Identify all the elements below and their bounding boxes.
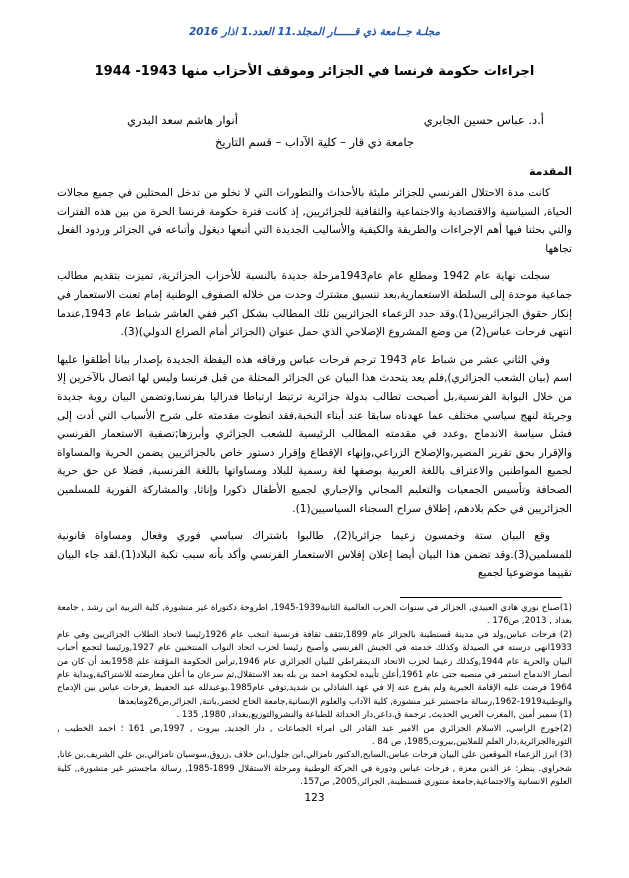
author-primary: أ.د. عباس حسين الجابري bbox=[423, 113, 544, 127]
footnote-3: (1) سمير أمين ,المغرب العربي الحديث, ترجمة ق.داعر,دار الحداثة للطباعة والنشروالتوزيع,بغداد, 1980, 135 . bbox=[176, 710, 572, 721]
paragraph-4: وقع البيان ستة وخمسون زعيما جزائريا(2), طالبوا باشتراك سياسي فوري وفعال ومساواة قانونية للمسلمين(3).وقد تضمن هذا البيان أيضا إعلان إفلاس الاستعمار الفرنسي وأكد بأنه سبب نكبة البلاد(1).لقد جاء البيان تقييما موضوعيا لجميع bbox=[57, 530, 572, 580]
section-heading-introduction: المقدمة bbox=[528, 165, 572, 178]
footnote-4: (2)جورج الراسي, الاسلام الجزائري من الامير عبد القادر الى امراء الجماعات , دار الجديد, بيروت , 1997,ص 161 ؛ احمد الخطيب , الثورةالجزائرية,دار العلم للملايين,بيروت,1985, ص 84 . bbox=[57, 723, 572, 747]
page-number: 123 bbox=[304, 791, 325, 804]
footnote-1: (1)صباح نوري هادي العبيدي, الجزائر في سنوات الحرب العالمية الثانية1939-1945, اطروحة دكتوراة غير منشورة, كلية التربية ابن رشد , جامعة بغداد , 2013, ص176 . bbox=[57, 602, 572, 627]
paragraph-2: سجلت نهاية عام 1942 ومطلع عام عام1943مرحلة جديدة بالنسبة للأحزاب الجزائرية, تميزت بتقديم مطالب جماعية موحدة إلى السلطة الاستعمارية,بعد تنسيق مشترك وحدت من خلاله الصفوف الوطنية إمام تعنت الاستعمار في إنكار حقوق الجزائريين(1).وقد حدد الزعماء الجزائريين تلك المطالب بشكل اكبر ففي العاشر شباط عام 1943,عندما انتهى فرحات عباس(2) من وضع المشروع الإصلاحي الذي حمل عنوان (الجزائر أمام الصراع الدولي)(3). bbox=[57, 270, 573, 339]
journal-header: مجلـة جــامعة ذي قــــــار المجلد.11 العدد.1 اذار 2016 bbox=[188, 26, 441, 38]
article-title: اجراءات حكومة فرنسا في الجزائر وموقف الأحزاب منها 1943- 1944 bbox=[94, 64, 535, 79]
paragraph-3: وفي الثاني عشر من شباط عام 1943 ترجم فرحات عباس ورفاقه هذه اليقظة الجديدة بإصدار بيانا أطلقوا عليها اسم (بيان الشعب الجزائري),فلم يعد يتحدث هذا البيان عن الجزائر المحتلة من قبل فرنسا وليس لها اتصال بالآخرين إلا من خلال البوابة الفرنسية,بل أصبحت تطالب بدولة جزائرية ترتبط ارتباطا فدراليا بفرنسا,وتضمن البيان روية جديدة وجريئة لنهج سياسي مختلف عما عهدناه سابقا عند أبناء النخبة,فقد انطوت مقدمته على شرح الأسباب التي أدت إلى فشل سياسة الاندماج ,وعدد في مقدمته المطالب الرئيسية للشعب الجزائري وأبرزها;تصفية الاستعمار الفرنسي والإقرار بحق تقرير المصير,والإصلاح الزراعي,وإنهاء الإقطاع وإقرار دستور خاص بالجزائريين يضمن الحرية والمساواة لجميع المواطنين والاعتراف باللغة العربية بوصفها لغة رسمية للبلاد ومساواتها باللغة الفرنسية, فضلا عن حق حرية الصحافة وتأسيس الجمعيات والتعليم المجاني والإجباري لجميع الأطفال ذكورا وإناثا, والمشاركة الفورية للمسلمين الجزائريين في حكم بلادهم, إطلاق سراح السجناء السياسيين(1). bbox=[57, 353, 572, 515]
footnote-5: (3) ابرز الزعماء الموقعين على البيان فرحات عباس,السايح,الدكتور تامزالي,ابن جلول,ابن خلاف ,زروق,سوسيان تامزالي,بن علي الشريف,بن غانا, شحراوي. ينظر: عز الدين معزة , فرحات عباس ودورة في الحركة الوطنية ومرحلة الاستقلال 1899-1985, رسالة ماجستير غير منشورة,, كلية العلوم الانسانية والاجتماعية,جامعة منتوري قسنطينة, الجزائر,2005, ص157. bbox=[57, 750, 572, 788]
authors-row bbox=[57, 113, 572, 127]
footnotes-section bbox=[57, 602, 572, 790]
paragraph-1: كانت مدة الاحتلال الفرنسي للجزائر مليئة بالأحداث والتطورات التي لا تخلو من تدخل المحتلين في جميع مجالات الحياة, السياسية والاقتصادية والاجتماعية والثقافية للجزائريين, إذ كانت فترة حكومة فرنسا الحرة من بين هذه الفترات والتي بحثنا فيها أهم الإجراءات والطريقة والكيفية والأساليب الجديدة التي أتبعها ديغول وأتباعه في الجزائر وردود الفعل تجاهها bbox=[57, 187, 572, 255]
affiliation: جامعة ذي قار – كلية الآداب – قسم التاريخ bbox=[215, 135, 414, 149]
footnote-2: (2) فرحات عباس,ولد في مدينة قسنطينة بالجزائر عام 1899,تثقف ثقافة فرنسية انتخب عام 1926رئيسا لاتحاد الطلاب الجزائريين وفي عام 1933انهى درسته في الصيدلة وكذلك خدمته في الجيش الفرنسي وأصبح رئيسا لحزب اتحاد النواب المنتخبين عام 1927,ورئيسا لتجمع أحباب البيان والحرية عام 1944,وكذلك زعيما لحزب الاتحاد الديمقراطي للبيان الجزائري عام 1946,ترأس الحكومة المؤقتة علم 1958بعد أن كان من أنصار الاندماج استمر في منصبه حتى عام 1961,أعلن تأييده لحكومة احمد بن بله بعد الاستقلال,ثم سرعان ما أعلن معارضته للاشتراكية,وبداية عام 1964 فرضت عليه الإقامة الجبرية ولم يفرج عنه إلا في عهد الشاذلي بن شديد,توفي عام1985.بوعبدلله عبد الحفيظ ,فرحات عباس بين الإدماج والوطنية1919-1962,رسالة ماجستير غير منشورة, كلية الآداب والعلوم الإنسانية,جامعة الحاج لخضر,باتنة, الجزائر,ص26ومابعدها bbox=[57, 629, 573, 707]
footnote-divider bbox=[400, 597, 562, 598]
author-secondary: أنوار هاشم سعد البدري bbox=[127, 113, 238, 127]
